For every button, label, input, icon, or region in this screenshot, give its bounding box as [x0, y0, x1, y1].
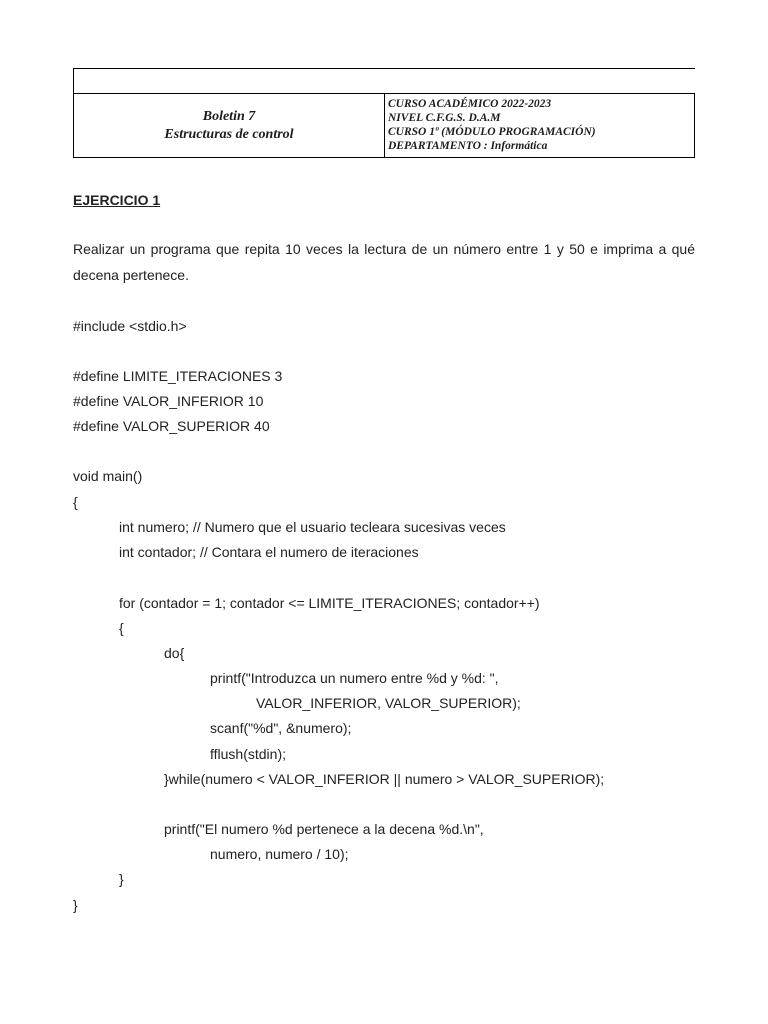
code-line: { [73, 494, 78, 510]
info-department: DEPARTAMENTO : Informática [388, 140, 548, 152]
code-line: #include <stdio.h> [73, 318, 187, 334]
code-line: } [73, 897, 78, 913]
code-line: void main() [73, 468, 143, 484]
exercise-description: Realizar un programa que repita 10 veces la lectura de un número entre 1 y 50 e imprima a qué decena pertenece. [73, 241, 695, 283]
header-top-left-border [73, 68, 74, 93]
code-line: int contador; // Contara el numero de iteraciones [119, 544, 419, 560]
code-line: numero, numero / 10); [210, 846, 349, 862]
info-course: CURSO 1º (MÓDULO PROGRAMACIÓN) [388, 126, 596, 138]
code-line: printf("El numero %d pertenece a la decena %d.\n", [164, 821, 484, 837]
code-line: #define LIMITE_ITERACIONES 3 [73, 368, 283, 384]
code-line: int numero; // Numero que el usuario tecleara sucesivas veces [119, 519, 506, 535]
bulletin-title: Boletin 7 [202, 108, 256, 124]
code-line: for (contador = 1; contador <= LIMITE_ITERACIONES; contador++) [119, 595, 540, 611]
header-title-cell [74, 94, 385, 157]
code-line: do{ [164, 645, 185, 661]
header-info-cell [385, 94, 694, 157]
code-line: #define VALOR_SUPERIOR 40 [73, 418, 270, 434]
code-line: fflush(stdin); [210, 746, 286, 762]
code-line: VALOR_INFERIOR, VALOR_SUPERIOR); [256, 695, 521, 711]
code-line: scanf("%d", &numero); [210, 720, 352, 736]
code-line: printf("Introduzca un numero entre %d y %d: ", [210, 670, 499, 686]
bulletin-subtitle: Estructuras de control [164, 126, 294, 142]
code-line: } [119, 871, 124, 887]
exercise-title: EJERCICIO 1 [73, 192, 161, 208]
header-top-rule [73, 68, 695, 69]
header-table [73, 93, 695, 158]
info-academic-year: CURSO ACADÉMICO 2022-2023 [388, 98, 552, 110]
code-line: { [119, 620, 124, 636]
info-level: NIVEL C.F.G.S. D.A.M [388, 112, 501, 124]
code-line: }while(numero < VALOR_INFERIOR || numero > VALOR_SUPERIOR); [164, 771, 605, 787]
code-line: #define VALOR_INFERIOR 10 [73, 393, 264, 409]
